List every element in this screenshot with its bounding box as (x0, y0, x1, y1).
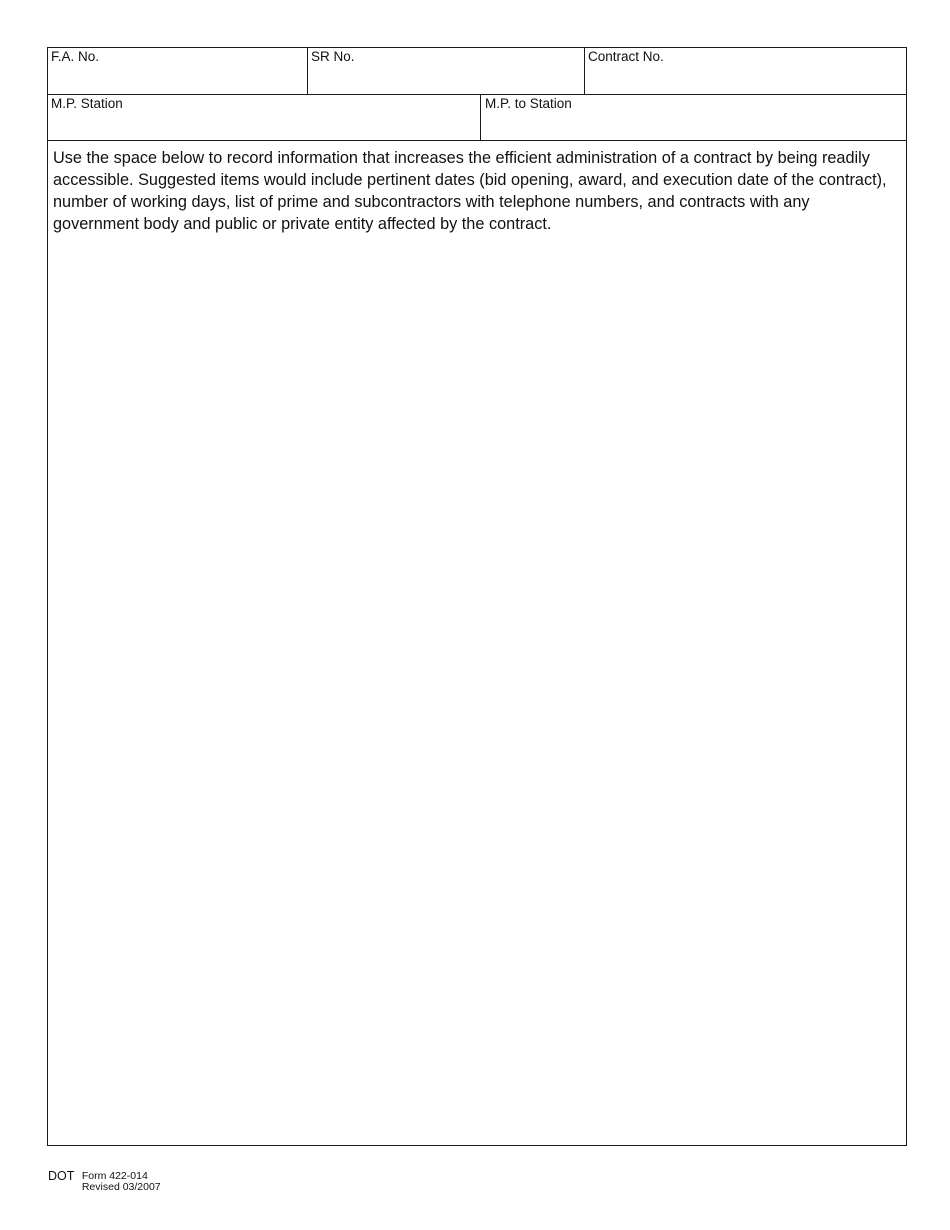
contract-no-field[interactable] (584, 48, 906, 94)
notes-area[interactable] (53, 243, 899, 1138)
form-footer (48, 1169, 161, 1193)
instructions-text: Use the space below to record information that increases the efficient administration of a contract by being readily accessible. Suggested items would include pertinent dates (bid opening, award, and execution date of the contract), number of working days, list of prime and subcontractors with telephone numbers, and contracts with any government body and public or private entity affected by the contract. (53, 149, 887, 233)
fa-no-label: F.A. No. (51, 49, 100, 64)
mp-station-value[interactable] (51, 112, 477, 130)
form-number: Form 422-014 (81, 1170, 148, 1182)
mp-station-field[interactable] (48, 95, 480, 140)
mp-to-station-label: M.P. to Station (485, 96, 572, 111)
sr-no-field[interactable] (307, 48, 584, 94)
form-revision: Revised 03/2007 (81, 1181, 161, 1193)
contract-no-value[interactable] (588, 65, 903, 83)
contract-no-label: Contract No. (588, 49, 664, 64)
mp-to-station-value[interactable] (485, 112, 903, 130)
mp-station-label: M.P. Station (51, 96, 123, 111)
header-row-identifiers (48, 48, 906, 95)
header-row-stations (48, 95, 906, 141)
fa-no-field[interactable] (48, 48, 307, 94)
contract-info-form (47, 47, 907, 1146)
sr-no-value[interactable] (311, 65, 581, 83)
fa-no-value[interactable] (51, 65, 304, 83)
mp-to-station-field[interactable] (480, 95, 906, 140)
agency-label: DOT (48, 1169, 75, 1183)
form-id-block (82, 1169, 161, 1193)
sr-no-label: SR No. (311, 49, 355, 64)
